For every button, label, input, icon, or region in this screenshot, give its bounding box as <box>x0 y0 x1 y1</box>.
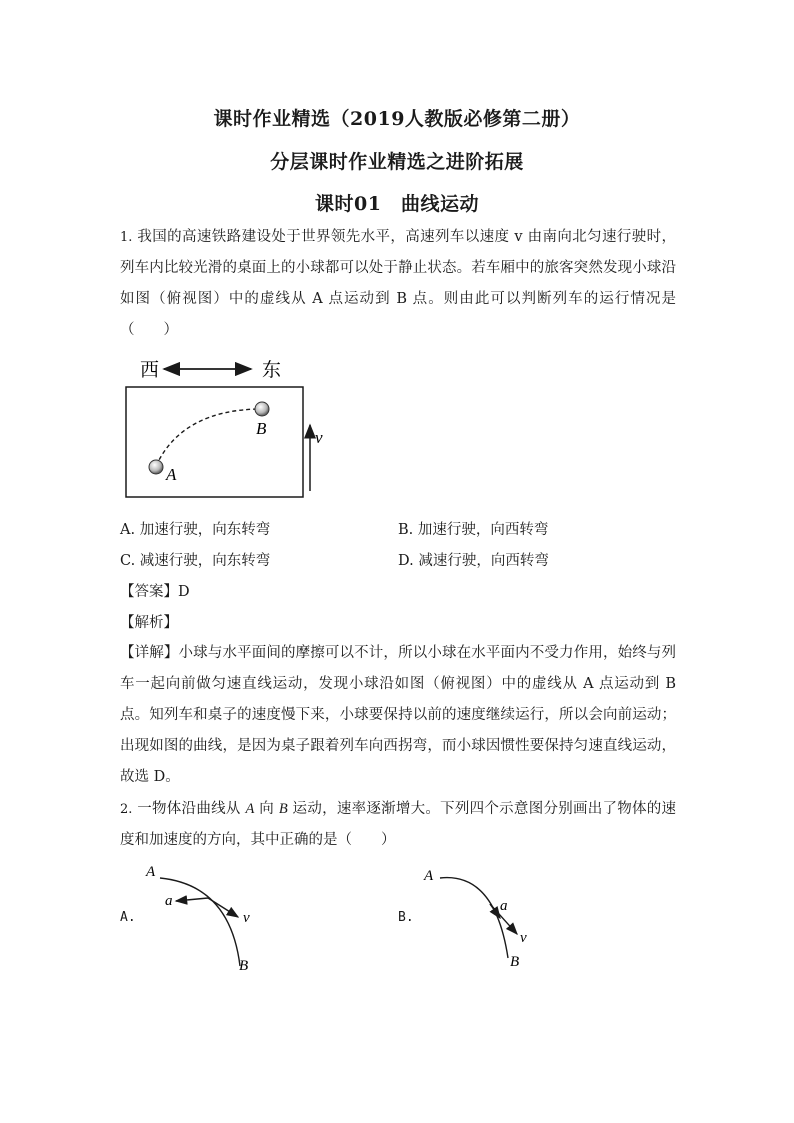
diagram-b-accel-label: a <box>500 898 508 914</box>
question-2-number: 2. <box>120 802 133 817</box>
question-1-figure <box>120 352 330 502</box>
diagram-a-key[interactable]: A. <box>120 910 136 925</box>
lesson-title: 课时01 曲线运动 <box>315 193 479 215</box>
ball-a <box>149 460 163 474</box>
question-2 <box>120 794 676 856</box>
question-2-text-part1: 一物体沿曲线从 <box>137 801 246 817</box>
answer-value: D <box>178 584 190 600</box>
question-1-text: 我国的高速铁路建设处于世界领先水平，高速列车以速度 v 由南向北匀速行驶时，列车内比较光滑的桌面上的小球都可以处于静止状态。若车厢中的旅客突然发现小球沿如图（俯视图）中的虚线从 A 点运动到 B 点。则由此可以判断列车的运行情况是（ ） <box>120 229 676 338</box>
question-2-text-part2: 向 <box>254 801 279 817</box>
question-1 <box>120 222 676 346</box>
ball-b <box>255 402 269 416</box>
answer-label: 【答案】 <box>120 584 178 600</box>
question-2-b-symbol: B <box>278 801 288 817</box>
option-a-text: 加速行驶，向东转弯 <box>139 522 271 538</box>
option-a-key: A. <box>120 522 136 538</box>
option-a[interactable] <box>120 518 270 539</box>
option-d-text: 减速行驶，向西转弯 <box>418 553 549 569</box>
detail-text: 小球与水平面间的摩擦可以不计，所以小球在水平面内不受力作用，始终与列车一起向前做匀速直线运动，发现小球沿如图（俯视图）中的虚线从 A 点运动到 B 点。知列车和桌子的速度慢下来，小球要保持以前的速度继续运行，所以会向前运动；出现如图的曲线，是因为桌子跟着列车向西拐弯，而小球因惯性要保持匀速直线运动，故选 D。 <box>120 645 677 785</box>
document-subtitle: 分层课时作业精选之进阶拓展 <box>270 151 524 173</box>
point-b-label: B <box>256 419 267 438</box>
option-c-text: 减速行驶，向东转弯 <box>139 553 271 569</box>
option-c[interactable] <box>120 549 270 570</box>
option-b-key: B. <box>398 522 414 538</box>
west-label: 西 <box>140 360 160 381</box>
point-a-label: A <box>166 465 177 484</box>
table-rectangle <box>126 387 303 497</box>
diagram-a-start: A <box>146 864 156 880</box>
question-2-a-symbol: A <box>245 801 255 817</box>
velocity-label: v <box>315 428 323 447</box>
diagram-a-accel-arrow <box>176 898 208 901</box>
question-1-number: 1. <box>120 230 133 245</box>
answer-line <box>120 580 190 601</box>
diagram-b-start: A <box>424 868 434 884</box>
option-b[interactable] <box>398 518 548 539</box>
option-d[interactable] <box>398 549 549 570</box>
ball-path-dashed <box>156 409 260 466</box>
option-c-key: C. <box>120 553 136 569</box>
diagram-b-key[interactable]: B. <box>398 910 414 925</box>
diagram-b[interactable] <box>420 860 550 980</box>
document-title: 课时作业精选（2019人教版必修第二册） <box>213 108 581 130</box>
question-2-text-part3: 运动，速率逐渐增大。下列四个示意图分别画出了物体的速度和加速度的方向，其中正确的是（ ） <box>120 801 677 848</box>
curve-b <box>440 878 508 958</box>
option-b-text: 加速行驶，向西转弯 <box>417 522 549 538</box>
detail-label: 【详解】 <box>120 645 179 661</box>
diagram-a[interactable] <box>140 860 270 980</box>
diagram-a-accel-label: a <box>165 893 173 909</box>
diagram-a-end: B <box>239 958 249 974</box>
curve-a <box>160 878 240 966</box>
diagram-a-velocity-label: v <box>243 910 250 926</box>
option-d-key: D. <box>398 553 414 569</box>
east-label: 东 <box>262 360 282 381</box>
diagram-b-velocity-label: v <box>520 930 527 946</box>
analysis-label: 【解析】 <box>120 615 178 631</box>
detail-paragraph <box>120 638 676 793</box>
diagram-b-end: B <box>510 954 520 970</box>
